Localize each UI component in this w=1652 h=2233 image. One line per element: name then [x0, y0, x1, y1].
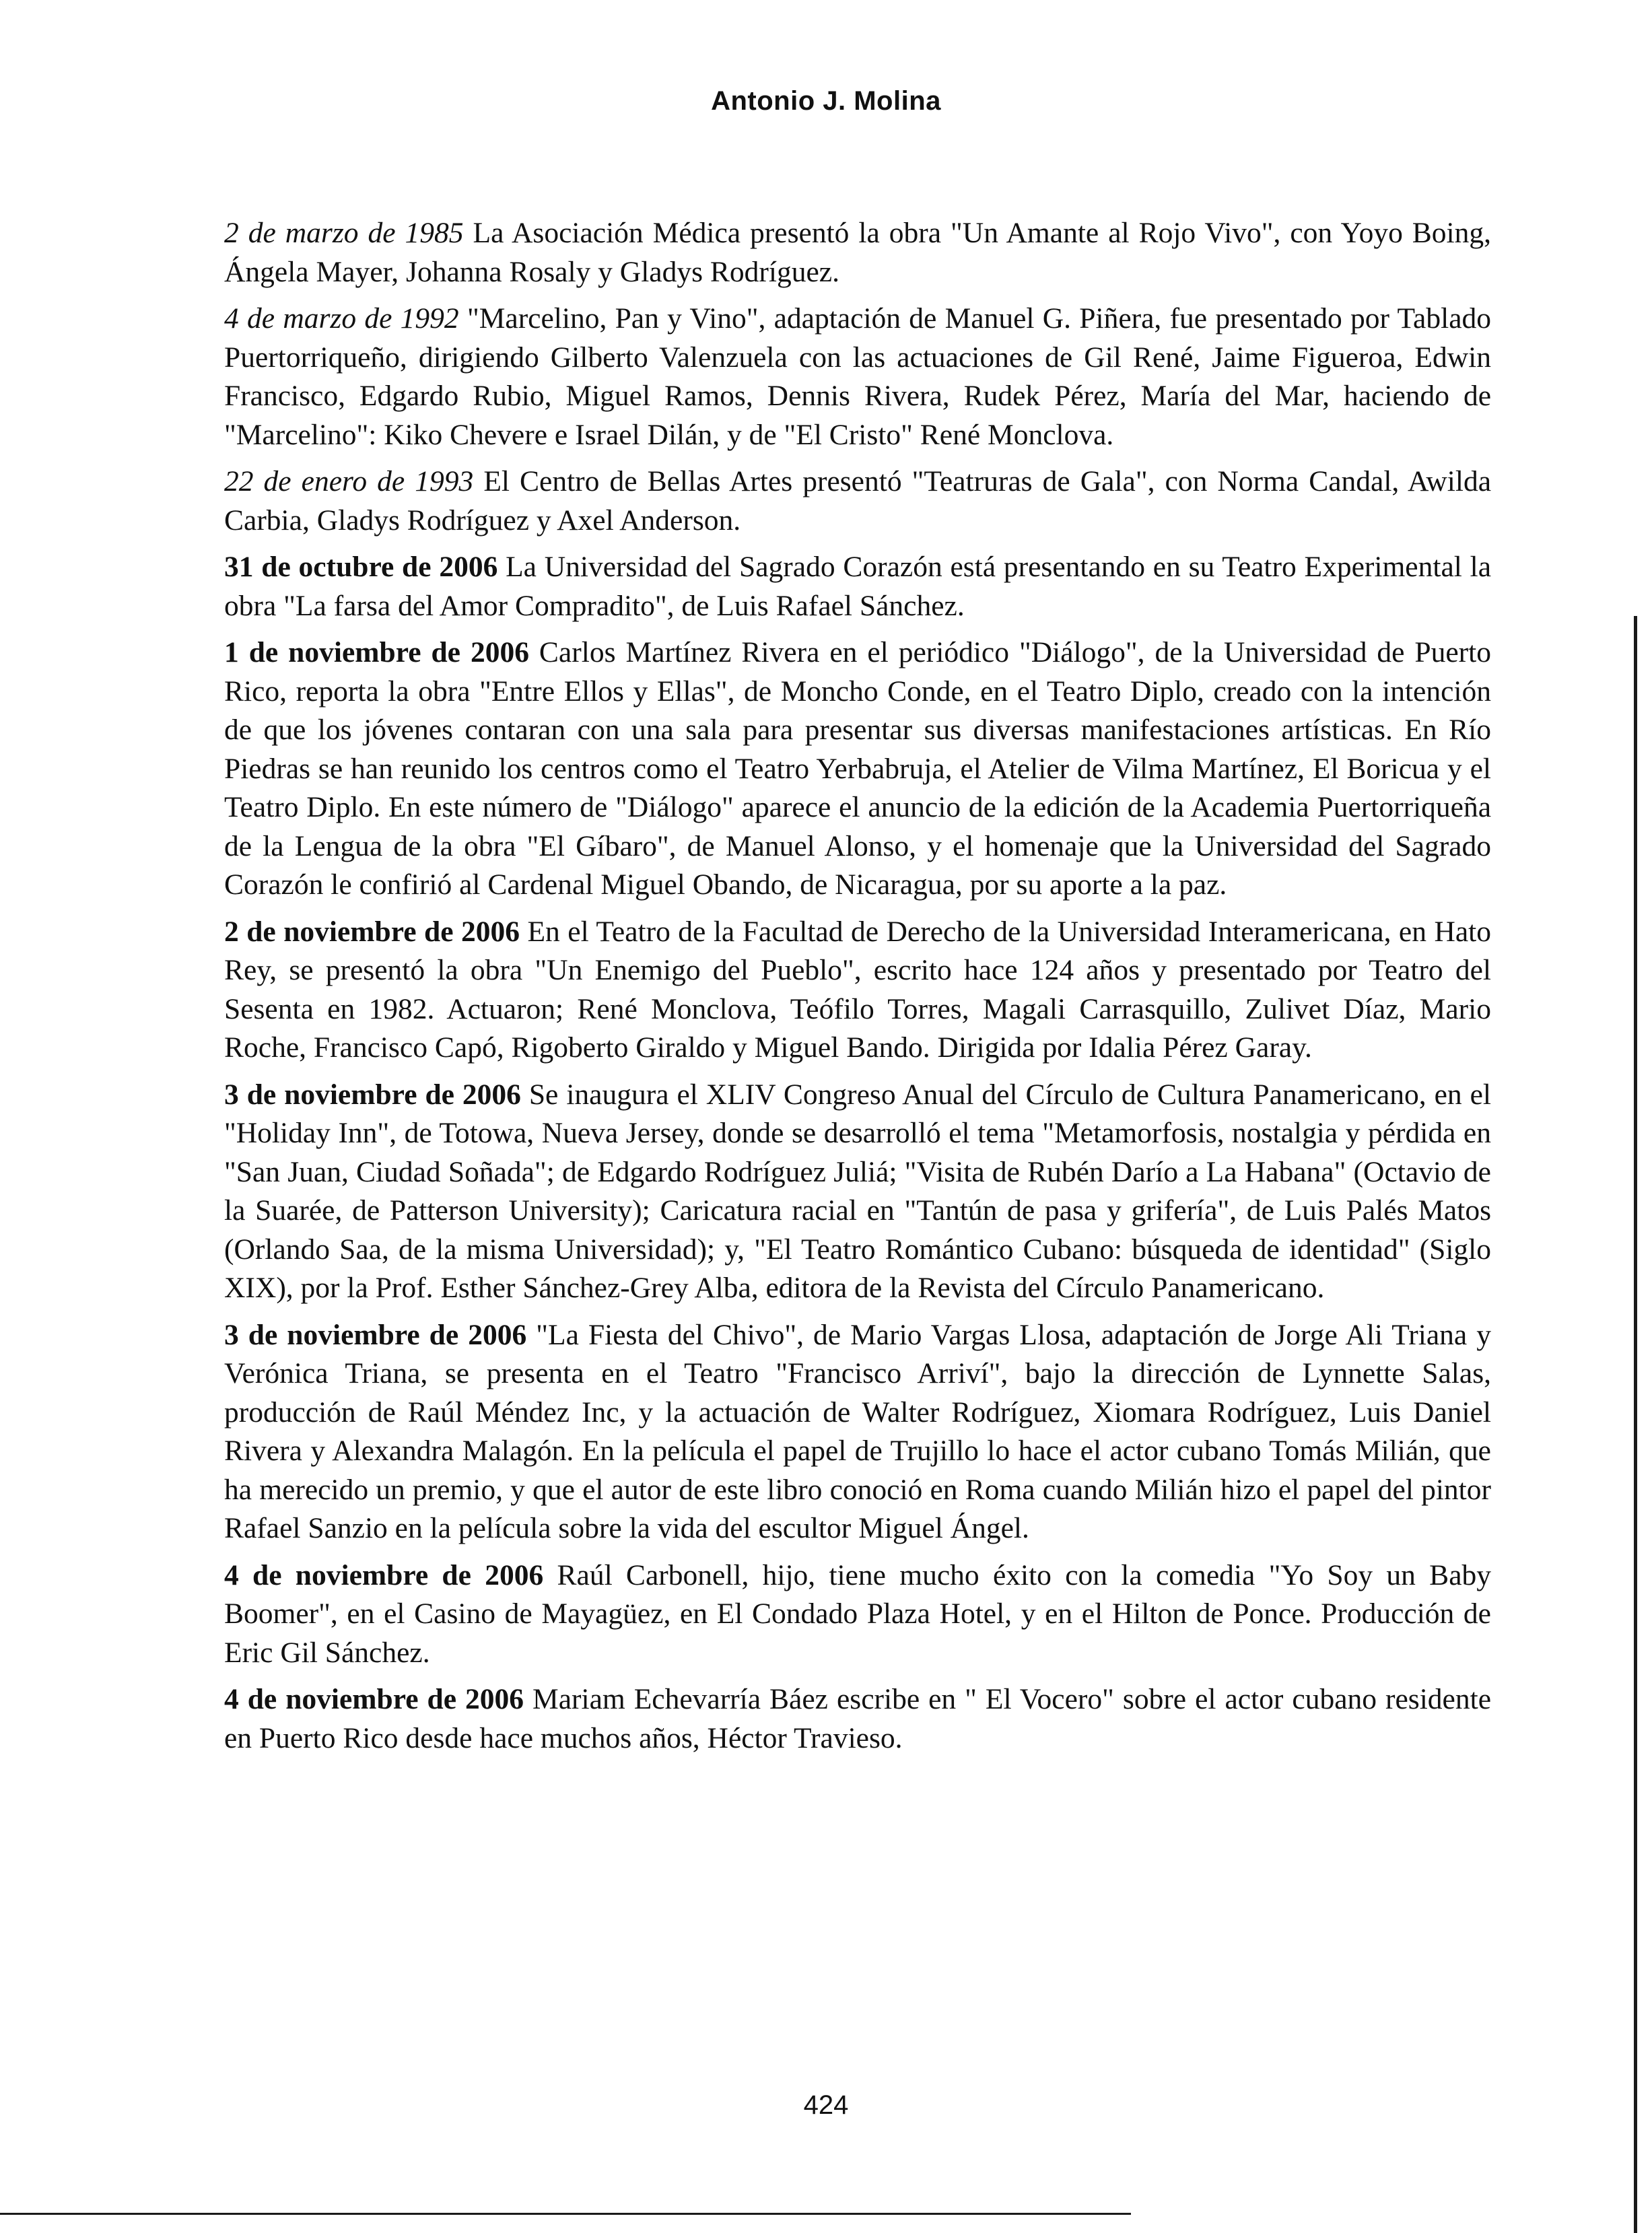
entry-date: 1 de noviembre de 2006	[224, 636, 529, 668]
chronology-entry	[224, 913, 1491, 1068]
entry-date: 4 de marzo de 1992	[224, 302, 459, 335]
chronology-entry	[224, 548, 1491, 625]
chronology-entry	[224, 300, 1491, 454]
entry-date: 2 de marzo de 1985	[224, 217, 464, 249]
entry-text: "La Fiesta del Chivo", de Mario Vargas Llosa, adaptación de Jorge Ali Triana y Verónica Triana, se presenta en el Teatro "Francisco Arriví", bajo la dirección de Lynnette Salas, producción de Raúl Méndez Inc, y la actuación de Walter Rodríguez, Xiomara Rodríguez, Luis Daniel Rivera y Alexandra Malagón. En la película el papel de Trujillo lo hace el actor cubano Tomás Milián, que ha merecido un premio, y que el autor de este libro conoció en Roma cuando Milián hizo el papel del pintor Rafael Sanzio en la película sobre la vida del escultor Miguel Ángel.	[224, 1318, 1492, 1544]
entry-date: 31 de octubre de 2006	[224, 551, 498, 583]
chronology-text	[224, 214, 1491, 1758]
scan-edge-bottom	[0, 2213, 1131, 2215]
chronology-entry	[224, 1076, 1491, 1308]
entry-text: La Universidad del Sagrado Corazón está presentando en su Teatro Experimental la obra "La farsa del Amor Compradito", de Luis Rafael Sánchez.	[224, 551, 1491, 622]
entry-text: Raúl Carbonell, hijo, tiene mucho éxito con la comedia "Yo Soy un Baby Boomer", en el Casino de Mayagüez, en El Condado Plaza Hotel, y en el Hilton de Ponce. Producción de Eric Gil Sánchez.	[224, 1558, 1492, 1669]
entry-text: Mariam Echevarría Báez escribe en " El Vocero" sobre el actor cubano residente en Puerto Rico desde hace muchos años, Héctor Travieso.	[224, 1683, 1491, 1754]
chronology-entry	[224, 1680, 1491, 1758]
entry-text: En el Teatro de la Facultad de Derecho de la Universidad Interamericana, en Hato Rey, se presentó la obra "Un Enemigo del Pueblo", escrito hace 124 años y presentado por Teatro del Sesenta en 1982. Actuaron; René Monclova, Teófilo Torres, Magali Carrasquillo, Zulivet Díaz, Mario Roche, Francisco Capó, Rigoberto Giraldo y Miguel Bando. Dirigida por Idalia Pérez Garay.	[224, 915, 1492, 1064]
entry-date: 4 de noviembre de 2006	[224, 1683, 524, 1715]
entry-text: "Marcelino, Pan y Vino", adaptación de Manuel G. Piñera, fue presentado por Tablado Puertorriqueño, dirigiendo Gilberto Valenzuela con las actuaciones de Gil René, Jaime Figueroa, Edwin Francisco, Edgardo Rubio, Miguel Ramos, Dennis Rivera, Rudek Pérez, María del Mar, haciendo de "Marcelino": Kiko Chevere e Israel Dilán, y de "El Cristo" René Monclova.	[224, 302, 1491, 451]
entry-text: Carlos Martínez Rivera en el periódico "Diálogo", de la Universidad de Puerto Rico, reporta la obra "Entre Ellos y Ellas", de Moncho Conde, en el Teatro Diplo, creado con la intención de que los jóvenes contaran con una sala para presentar sus diversas manifestaciones artísticas. En Río Piedras se han reunido los centros como el Teatro Yerbabruja, el Atelier de Vilma Martínez, El Boricua y el Teatro Diplo. En este número de "Diálogo" aparece el anuncio de la edición de la Academia Puertorriqueña de la Lengua de la obra "El Gíbaro", de Manuel Alonso, y el homenaje que la Universidad del Sagrado Corazón le confirió al Cardenal Miguel Obando, de Nicaragua, por su aporte a la paz.	[224, 636, 1492, 901]
entry-date: 3 de noviembre de 2006	[224, 1078, 521, 1111]
chronology-entry	[224, 633, 1491, 905]
scan-edge-right	[1634, 616, 1637, 2233]
entry-date: 2 de noviembre de 2006	[224, 915, 520, 948]
chronology-entry	[224, 214, 1491, 291]
chronology-entry	[224, 1316, 1491, 1548]
entry-date: 22 de enero de 1993	[224, 465, 474, 497]
page-number: 424	[803, 2090, 849, 2120]
entry-date: 3 de noviembre de 2006	[224, 1318, 527, 1351]
chronology-entry	[224, 462, 1491, 540]
running-header-author: Antonio J. Molina	[711, 86, 941, 116]
chronology-entry	[224, 1556, 1491, 1673]
entry-text: El Centro de Bellas Artes presentó "Teatruras de Gala", con Norma Candal, Awilda Carbia, Gladys Rodríguez y Axel Anderson.	[224, 465, 1492, 537]
entry-date: 4 de noviembre de 2006	[224, 1558, 544, 1591]
entry-text: La Asociación Médica presentó la obra "Un Amante al Rojo Vivo", con Yoyo Boing, Ángela Mayer, Johanna Rosaly y Gladys Rodríguez.	[224, 217, 1492, 288]
entry-text: Se inaugura el XLIV Congreso Anual del Círculo de Cultura Panamericano, en el "Holiday Inn", de Totowa, Nueva Jersey, donde se desarrolló el tema "Metamorfosis, nostalgia y pérdida en "San Juan, Ciudad Soñada"; de Edgardo Rodríguez Juliá; "Visita de Rubén Darío a La Habana" (Octavio de la Suarée, de Patterson University); Caricatura racial en "Tantún de pasa y grifería", de Luis Palés Matos (Orlando Saa, de la misma Universidad); y, "El Teatro Romántico Cubano: búsqueda de identidad" (Siglo XIX), por la Prof. Esther Sánchez-Grey Alba, editora de la Revista del Círculo Panamericano.	[224, 1078, 1491, 1304]
